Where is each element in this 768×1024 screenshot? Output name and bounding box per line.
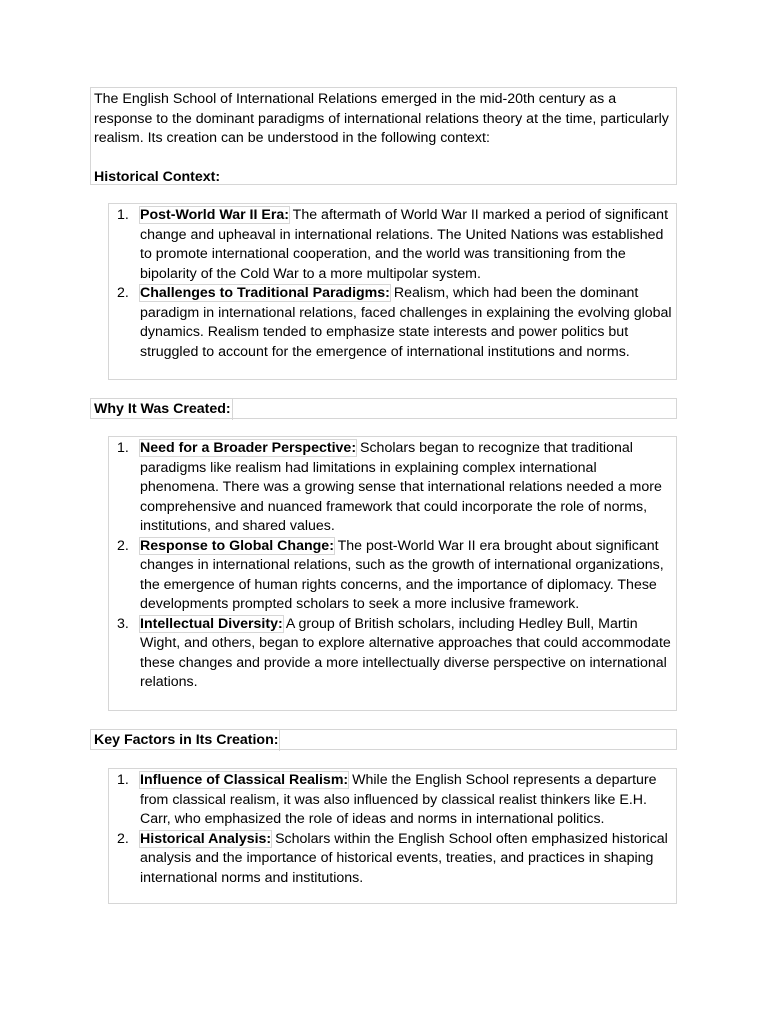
- list-item-term: Challenges to Traditional Paradigms:: [140, 285, 390, 301]
- key-factors-list: [108, 768, 677, 904]
- list-item-text: A group of British scholars, including Hedley Bull, Martin Wight, and others, began to explore alternative approaches that could accommodate these changes and provide a more intellectually diverse perspective on international relations.: [140, 615, 671, 690]
- list-item: [109, 830, 676, 889]
- list-item-term: Need for a Broader Perspective:: [140, 440, 357, 456]
- list-item-text: The aftermath of World War II marked a period of significant change and upheaval in international relations. The United Nations was established to promote international cooperation, and the world was transitioning from the bipolarity of the Cold War to a more multipolar system.: [140, 207, 669, 282]
- list-number: 2.: [117, 285, 129, 301]
- list-item-text: Scholars within the English School often emphasized historical analysis and the importance of historical events, treaties, and practices in shaping international norms and institutions.: [140, 830, 668, 886]
- list-item-term: Intellectual Diversity:: [140, 615, 283, 632]
- historical-context-heading: Historical Context:: [94, 168, 221, 185]
- list-item: [109, 537, 676, 615]
- list-item-term: Response to Global Change:: [140, 537, 334, 554]
- intro-section: [90, 87, 677, 185]
- why-created-list: [108, 436, 677, 711]
- list-number: 1.: [117, 207, 129, 223]
- list-item-text: Realism, which had been the dominant paradigm in international relations, faced challenges in explaining the evolving global dynamics. Realism tended to emphasize state interests and power politics but struggled to account for the emergence of international institutions and norms.: [140, 285, 672, 360]
- key-factors-heading-box: [90, 729, 677, 750]
- list-item-term: Historical Analysis:: [140, 830, 272, 847]
- list-item: [109, 206, 676, 284]
- list-item-term: Post-World War II Era:: [140, 207, 289, 223]
- list-number: 3.: [117, 615, 129, 632]
- list-number: 1.: [117, 440, 129, 456]
- list-item: [109, 284, 676, 362]
- list-item: [109, 615, 676, 693]
- historical-context-list: [108, 203, 677, 380]
- list-number: 1.: [117, 772, 129, 788]
- why-created-heading-box: [90, 398, 677, 419]
- list-number: 2.: [117, 537, 129, 554]
- why-created-heading: Why It Was Created:: [94, 400, 233, 420]
- list-item-text: While the English School represents a departure from classical realism, it was also influenced by classical realist thinkers like E.H. Carr, who emphasized the role of ideas and norms in international politics.: [140, 772, 657, 827]
- key-factors-heading: Key Factors in Its Creation:: [94, 731, 280, 751]
- list-item: [109, 771, 676, 830]
- list-number: 2.: [117, 830, 129, 847]
- list-item-text: Scholars began to recognize that traditional paradigms like realism had limitations in explaining complex international phenomena. There was a growing sense that international relations needed a more comprehensive and nuanced framework that could incorporate the role of norms, institutions, and shared values.: [140, 440, 662, 534]
- list-item: [109, 439, 676, 537]
- intro-paragraph: The English School of International Relations emerged in the mid-20th century as a response to the dominant paradigms of international relations theory at the time, particularly realism. Its creation can be understood in the following context:: [94, 91, 669, 146]
- list-item-term: Influence of Classical Realism:: [140, 772, 349, 788]
- list-item-text: The post-World War II era brought about significant changes in international relations, such as the growth of international organizations, the emergence of human rights concerns, and the importance of diplomacy. These developments prompted scholars to seek a more inclusive framework.: [140, 537, 664, 612]
